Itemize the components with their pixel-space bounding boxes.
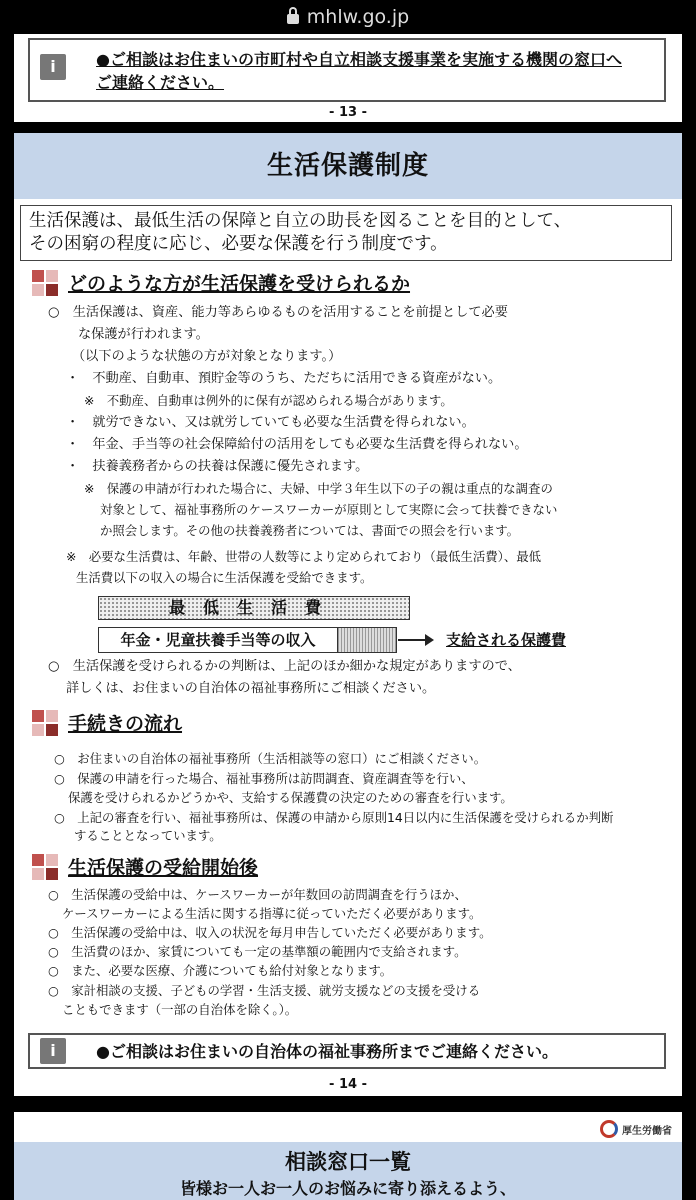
info-line-1: ●ご相談はお住まいの市町村や自立相談支援事業を実施する機関の窓口へ [96,50,622,69]
section-heading-after-start [32,853,258,880]
text-line: ○ お住まいの自治体の福祉事務所（生活相談等の窓口）にご相談ください。 [54,751,487,766]
text-line: 対象として、福祉事務所のケースワーカーが原則として実際に会って扶養できない [100,502,558,517]
text-line: ○ 生活保護の受給中は、収入の状況を毎月申告していただく必要があります。 [48,925,492,940]
section-heading-procedure [32,709,182,736]
text-line: ※ 不動産、自動車は例外的に保有が認められる場合があります。 [84,393,453,408]
url-text: mhlw.go.jp [306,6,410,28]
text-line: ○ 生活保護は、資産、能力等あらゆるものを活用することを前提として必要 [48,305,508,320]
diagram-benefit-bar [337,627,397,653]
text-line: な保護が行われます。 [78,327,209,342]
text-line: （以下のような状態の方が対象となります。） [72,349,342,364]
page-title-block [14,1142,682,1200]
page-number: - 14 - [329,1077,367,1092]
page-15 [14,1112,682,1200]
section-title: 手続きの流れ [68,713,183,735]
page-title: 相談窓口一覧 [285,1150,411,1174]
lock-icon [287,14,299,24]
info-icon: i [40,1038,66,1064]
text-line: ケースワーカーによる生活に関する指導に従っていただく必要があります。 [62,906,482,921]
definition-box [20,205,672,261]
info-line-2: ご連絡ください。 [96,73,225,92]
definition-line-1: 生活保護は、最低生活の保障と自立の助長を図ることを目的として、 [29,211,572,231]
section-heading-eligibility [32,269,410,296]
text-line: ○ 上記の審査を行い、福祉事務所は、保護の申請から原則14日以内に生活保護を受けられるか判断 [54,810,614,825]
text-line: ・ 年金、手当等の社会保障給付の活用をしても必要な生活費を得られない。 [66,437,528,452]
text-line: ○ 生活保護の受給中は、ケースワーカーが年数回の訪問調査を行うほか、 [48,887,467,902]
text-line: することとなっています。 [74,828,222,843]
text-line: ○ また、必要な医療、介護についても給付対象となります。 [48,963,393,978]
page-subtitle: 皆様お一人お一人のお悩みに寄り添えるよう、 [179,1179,516,1198]
info-box [28,1033,666,1069]
text-line: か照会します。その他の扶養義務者については、書面での照会を行います。 [100,523,520,538]
info-text: ●ご相談はお住まいの自治体の福祉事務所までご連絡ください。 [96,1042,558,1061]
info-text [96,48,622,94]
section-squares-icon [32,710,58,736]
section-title: どのような方が生活保護を受けられるか [68,273,411,295]
text-line: ※ 必要な生活費は、年齢、世帯の人数等により定められており（最低生活費）、最低 [66,549,542,564]
text-line: ・ 不動産、自動車、預貯金等のうち、ただちに活用できる資産がない。 [66,371,502,386]
page-13 [14,34,682,122]
info-icon: i [40,54,66,80]
section-title: 生活保護の受給開始後 [68,857,259,879]
ministry-logo [600,1120,672,1138]
text-line: ・ 就労できない、又は就労していても必要な生活費を得られない。 [66,415,475,430]
text-line: 詳しくは、お住まいの自治体の福祉事務所にご相談ください。 [66,681,436,696]
section-squares-icon [32,854,58,880]
browser-url-bar[interactable] [0,0,696,34]
text-line: ・ 扶養義務者からの扶養は保護に優先されます。 [66,459,369,474]
diagram-min-living-cost: 最低生活費 [98,596,410,620]
ministry-logo-icon [600,1120,618,1138]
diagram-income: 年金・児童扶養手当等の収入 [98,627,338,653]
text-line: 生活費以下の収入の場合に生活保護を受給できます。 [76,570,373,585]
info-box [28,38,666,102]
text-line: ○ 生活費のほか、家賃についても一定の基準額の範囲内で支給されます。 [48,944,467,959]
diagram-benefit-label: 支給される保護費 [446,631,567,649]
logo-text: 厚生労働省 [622,1125,672,1137]
page-title: 生活保護制度 [14,133,682,199]
text-line: こともできます（一部の自治体を除く。）。 [62,1002,298,1017]
text-line: ※ 保護の申請が行われた場合に、夫婦、中学３年生以下の子の親は重点的な調査の [84,481,553,496]
text-line: ○ 保護の申請を行った場合、福祉事務所は訪問調査、資産調査等を行い、 [54,771,474,786]
definition-line-2: その困窮の程度に応じ、必要な保護を行う制度です。 [29,234,448,254]
text-line: ○ 家計相談の支援、子どもの学習・生活支援、就労支援などの支援を受ける [48,983,481,998]
page-number: - 13 - [329,105,367,120]
arrow-right-icon [398,639,432,641]
page-14 [14,133,682,1096]
text-line: ○ 生活保護を受けられるかの判断は、上記のほか細かな規定がありますので、 [48,659,521,674]
section-squares-icon [32,270,58,296]
text-line: 保護を受けられるかどうかや、支給する保護費の決定のための審査を行います。 [68,790,513,805]
